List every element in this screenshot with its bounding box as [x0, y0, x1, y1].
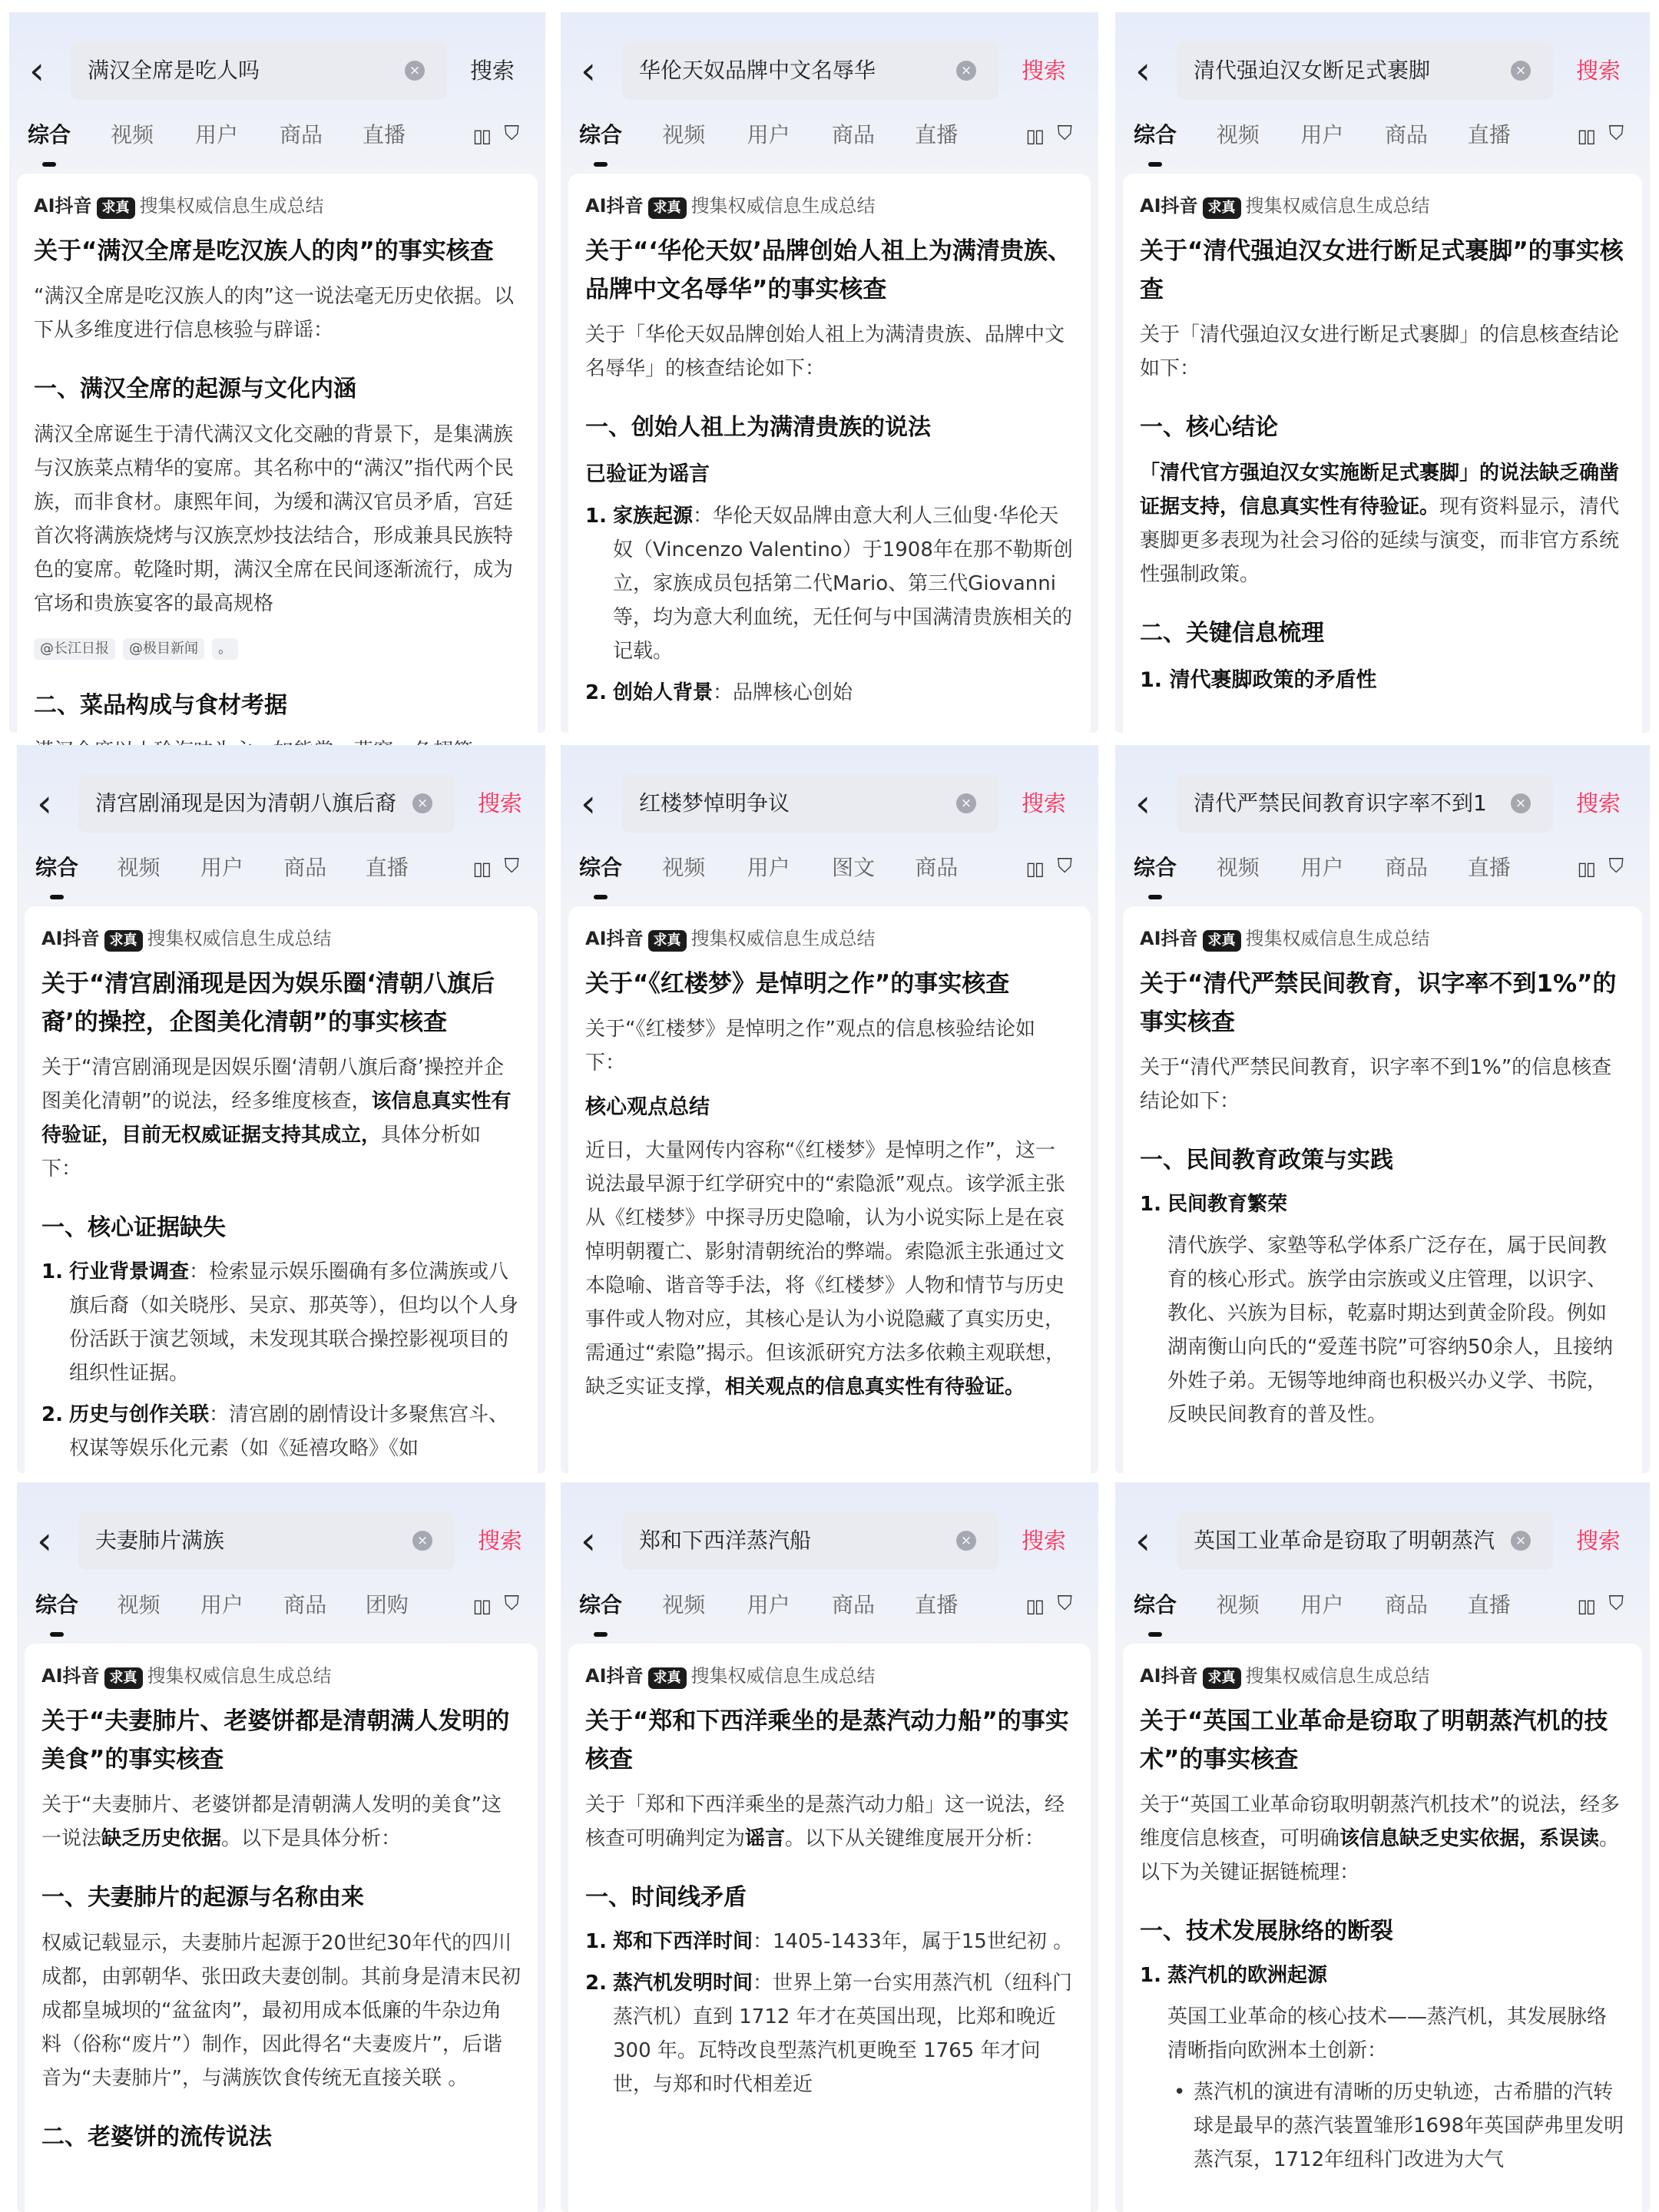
- search-input[interactable]: [622, 41, 998, 100]
- paragraph-text: 。以下是具体分析：: [221, 1827, 402, 1850]
- ai-summary-header: [41, 1661, 521, 1691]
- list-number: 1.: [1140, 1964, 1161, 1987]
- ai-summary-header: [585, 1661, 1074, 1691]
- back-arrow-icon[interactable]: ‹: [581, 1518, 596, 1563]
- ai-source-label: 搜集权威信息生成总结: [139, 195, 324, 217]
- paragraph-text: 关于“夫妻肺片、老婆饼都是清朝满人发明的美食”这一说法: [41, 1793, 502, 1850]
- paragraph-text: 。以下从关键维度展开分析：: [785, 1827, 1045, 1850]
- filter-tabs: [35, 1586, 530, 1629]
- back-arrow-icon[interactable]: ‹: [1135, 781, 1151, 826]
- verify-badge: 求真: [104, 1667, 143, 1689]
- filter-icon[interactable]: ⛉: [504, 855, 519, 878]
- ai-brand-label: AI抖音: [41, 928, 100, 949]
- list-item: [1140, 1187, 1625, 1221]
- tab-2[interactable]: 用户: [747, 122, 790, 147]
- tab-2[interactable]: 用户: [1300, 855, 1344, 880]
- list-item-label: 蒸汽机发明时间: [613, 1972, 753, 1995]
- source-tag[interactable]: @极目新闻: [123, 638, 204, 660]
- tab-1[interactable]: 视频: [662, 855, 706, 880]
- bullet-item: • 蒸汽机的演进有清晰的历史轨迹，古希腊的汽转球是最早的蒸汽装置雏形1698年英国萨弗里发明蒸汽泵，1712年纽科门改进为大气: [1140, 2075, 1625, 2177]
- fact-check-title: 关于“清宫剧涌现是因为娱乐圈‘清朝八旗后裔’的操控，企图美化清朝”的事实核查: [41, 970, 495, 1036]
- list-number: 2.: [41, 1403, 63, 1426]
- tab-2[interactable]: 用户: [1300, 122, 1344, 147]
- bold-conclusion: 「清代官方强迫汉女实施断足式裹脚」的说法缺乏确凿证据支持，信息真实性有待验证。: [1140, 462, 1620, 518]
- filter-icon[interactable]: ⛉: [504, 122, 519, 145]
- search-query-text: 清宫剧涌现是因为清朝八旗后裔: [95, 790, 397, 816]
- ai-summary-header: [585, 190, 1074, 221]
- search-input[interactable]: [1177, 41, 1553, 100]
- ai-brand-label: AI抖音: [1140, 928, 1198, 949]
- indented-paragraph: 清代族学、家塾等私学体系广泛存在，属于民间教育的核心形式。族学由宗族或义庄管理，以识字、教化、兴族为目标，乾嘉时期达到黄金阶段。例如湖南衡山向氏的“爱莲书院”可容纳50余人，且接纳外姓子弟。无锡等地绅商也积极兴办义学、书院，反映民间教育的普及性。: [1167, 1234, 1614, 1426]
- back-arrow-icon[interactable]: ‹: [1135, 48, 1151, 93]
- source-tag[interactable]: @长江日报: [34, 638, 115, 660]
- search-input[interactable]: [78, 1512, 455, 1570]
- back-arrow-icon[interactable]: ‹: [37, 781, 52, 826]
- tab-2[interactable]: 用户: [747, 1592, 790, 1618]
- ai-source-label: 搜集权威信息生成总结: [1245, 928, 1430, 949]
- list-item-label: 郑和下西洋时间: [613, 1930, 753, 1953]
- search-query-text: 英国工业革命是窃取了明朝蒸汽: [1194, 1528, 1495, 1553]
- ai-summary-card: [568, 906, 1091, 1473]
- list-item: [585, 676, 1074, 710]
- search-button[interactable]: 搜索: [478, 1528, 523, 1554]
- list-item: [585, 1966, 1074, 2101]
- paragraph: 关于“清代严禁民间教育，识字率不到1%”的信息核查结论如下：: [1140, 1056, 1612, 1113]
- fact-check-title: 关于“清代严禁民间教育，识字率不到1%”的事实核查: [1140, 970, 1617, 1036]
- sub-heading: 1. 清代裹脚政策的矛盾性: [1140, 668, 1377, 692]
- list-item-label: 行业背景调查: [69, 1260, 190, 1283]
- list-number: 2.: [585, 1972, 607, 1995]
- tab-0[interactable]: 综合: [579, 116, 622, 154]
- ai-summary-header: [1140, 923, 1625, 954]
- section-heading: 一、创始人祖上为满清贵族的说法: [585, 414, 931, 441]
- tab-4[interactable]: 直播: [365, 855, 409, 880]
- filter-tabs: [1134, 1586, 1634, 1629]
- filter-tabs: [35, 849, 530, 892]
- search-button[interactable]: 搜索: [1576, 1528, 1621, 1554]
- tab-0[interactable]: 综合: [579, 849, 622, 887]
- ai-summary-card: [25, 1644, 538, 2212]
- search-result-panel: [1115, 1482, 1650, 2212]
- clear-icon[interactable]: ×: [405, 61, 425, 81]
- paragraph: 满汉全席诞生于清代满汉文化交融的背景下，是集满族与汉族菜点精华的宴席。其名称中的“满汉”指代两个民族，而非食材。康熙年间，为缓和满汉官员矛盾，宫廷首次将满族烧烤与汉族烹炒技法结合，形成兼具民族特色的宴席。乾隆时期，满汉全席在民间逐渐流行，成为官场和贵族宴客的最高规格: [34, 423, 514, 615]
- clear-icon[interactable]: ×: [412, 793, 432, 813]
- paragraph: [1140, 1788, 1625, 1889]
- ai-summary-card: [1123, 906, 1642, 1473]
- list-item-text: ：品牌核心创始: [713, 681, 853, 704]
- grid-icon[interactable]: ▯▯: [472, 1595, 490, 1617]
- clear-icon[interactable]: ×: [1511, 61, 1531, 81]
- clear-icon[interactable]: ×: [1511, 793, 1531, 813]
- grid-icon[interactable]: ▯▯: [1025, 1595, 1043, 1617]
- list-item-label: 民间教育繁荣: [1167, 1193, 1288, 1216]
- search-header: [561, 1482, 1098, 1644]
- tab-1[interactable]: 视频: [117, 855, 161, 880]
- list-number: 1.: [1140, 1193, 1161, 1216]
- search-button[interactable]: 搜索: [1022, 58, 1067, 84]
- list-item: [1140, 1959, 1625, 1992]
- paragraph-text: 。以下为关键证据链梳理：: [1140, 1827, 1620, 1884]
- search-query-text: 清代强迫汉女断足式裹脚: [1194, 58, 1431, 83]
- tag-tail: 。: [212, 638, 238, 660]
- tab-4[interactable]: 直播: [1467, 855, 1511, 880]
- ai-summary-header: [1140, 190, 1625, 221]
- section-heading: 一、满汉全席的起源与文化内涵: [34, 376, 356, 402]
- tab-3[interactable]: 图文: [831, 855, 875, 880]
- tab-0[interactable]: 综合: [1134, 1586, 1177, 1624]
- grid-icon[interactable]: ▯▯: [1577, 1595, 1594, 1617]
- grid-icon[interactable]: ▯▯: [1577, 858, 1594, 879]
- verify-badge: 求真: [97, 197, 135, 219]
- filter-tabs: [579, 116, 1083, 159]
- filter-tabs: [1134, 116, 1634, 159]
- ai-source-label: 搜集权威信息生成总结: [147, 928, 332, 949]
- fact-check-title: 关于“清代强迫汉女进行断足式裹脚”的事实核查: [1140, 237, 1624, 303]
- tab-3[interactable]: 商品: [283, 855, 327, 880]
- tab-2[interactable]: 用户: [195, 122, 239, 147]
- list-item: [41, 1255, 521, 1390]
- verify-badge: 求真: [648, 197, 687, 219]
- list-item-text: ：华伦天奴品牌由意大利人三仙叟·华伦天奴（Vincenzo Valentino）于1908年在那不勒斯创立，家族成员包括第二代Mario、第三代Giovanni等，均为意大利血统，无任何与中国满清贵族相关的记载。: [613, 505, 1073, 663]
- ai-source-label: 搜集权威信息生成总结: [690, 928, 876, 949]
- search-button[interactable]: 搜索: [1576, 790, 1621, 816]
- tab-4[interactable]: 直播: [363, 122, 406, 147]
- filter-tabs: [579, 1586, 1083, 1629]
- list-number: 1.: [41, 1260, 63, 1283]
- verify-badge: 求真: [648, 1667, 687, 1689]
- filter-icon[interactable]: ⛉: [1608, 1592, 1624, 1615]
- tab-2[interactable]: 用户: [1300, 1592, 1344, 1618]
- tab-1[interactable]: 视频: [111, 122, 154, 147]
- grid-icon[interactable]: ▯▯: [1025, 858, 1043, 879]
- list-item: [41, 1398, 521, 1465]
- tab-1[interactable]: 视频: [117, 1592, 161, 1618]
- ai-summary-card: [568, 174, 1091, 733]
- search-button[interactable]: 搜索: [478, 790, 523, 816]
- list-item-label: 蒸汽机的欧洲起源: [1167, 1964, 1328, 1987]
- paragraph: [41, 1788, 521, 1856]
- fact-check-title: 关于“夫妻肺片、老婆饼都是清朝满人发明的美食”的事实核查: [41, 1707, 510, 1773]
- tab-3[interactable]: 商品: [1385, 1592, 1429, 1618]
- bold-conclusion: 相关观点的信息真实性有待验证。: [725, 1376, 1025, 1399]
- search-header: [1115, 1482, 1650, 1644]
- list-item: [585, 499, 1074, 668]
- paragraph-text: 关于“清宫剧涌现是因娱乐圈‘清朝八旗后裔’操控并企图美化清朝”的说法，经多维度核查，: [41, 1056, 504, 1113]
- fact-check-title: 关于“郑和下西洋乘坐的是蒸汽动力船”的事实核查: [585, 1707, 1069, 1773]
- list-item-text: ：检索显示娱乐圈确有多位满族或八旗后裔（如关晓彤、吴京、那英等），但均以个人身份活跃于演艺领域，未发现其联合操控影视项目的组织性证据。: [69, 1260, 519, 1385]
- tab-3[interactable]: 商品: [280, 122, 323, 147]
- ai-brand-label: AI抖音: [585, 928, 644, 949]
- tab-4[interactable]: 直播: [1467, 1592, 1511, 1618]
- ai-source-label: 搜集权威信息生成总结: [1245, 195, 1430, 217]
- filter-icon[interactable]: ⛉: [1608, 855, 1624, 878]
- clear-icon[interactable]: ×: [956, 793, 976, 813]
- paragraph: [1140, 456, 1625, 591]
- grid-icon[interactable]: ▯▯: [472, 858, 490, 879]
- tab-3[interactable]: 商品: [831, 122, 875, 147]
- search-button[interactable]: 搜索: [470, 58, 515, 84]
- ai-summary-card: [25, 906, 538, 1473]
- verify-badge: 求真: [648, 930, 687, 952]
- list-number: 1.: [585, 505, 607, 528]
- bold-conclusion: 谣言: [745, 1827, 786, 1850]
- indented-paragraph: 英国工业革命的核心技术——蒸汽机，其发展脉络清晰指向欧洲本土创新：: [1167, 2005, 1608, 2062]
- search-input[interactable]: [1177, 774, 1553, 833]
- clear-icon[interactable]: ×: [1511, 1531, 1531, 1551]
- paragraph-text: 近日，大量网传内容称“《红楼梦》是悼明之作”，这一说法最早源于红学研究中的“索隐派”观点。该学派主张从《红楼梦》中探寻历史隐喻，认为小说实际上是在哀悼明朝覆亡、影射清朝统治的弊端。索隐派主张通过文本隐喻、谐音等手法，将《红楼梦》人物和情节与历史事件或人物对应，其核心是认为小说隐藏了真实历史，需通过“索隐”揭示。但该派研究方法多依赖主观联想，缺乏实证支撑，: [585, 1139, 1065, 1399]
- tab-0[interactable]: 综合: [35, 849, 78, 887]
- tab-0[interactable]: 综合: [28, 116, 71, 154]
- clear-icon[interactable]: ×: [956, 1531, 976, 1551]
- tab-4[interactable]: 团购: [365, 1592, 409, 1618]
- section-heading: 一、核心结论: [1140, 414, 1278, 441]
- ai-summary-header: [1140, 1661, 1625, 1691]
- search-query-text: 郑和下西洋蒸汽船: [639, 1528, 812, 1553]
- section-heading: 二、老婆饼的流传说法: [41, 2124, 272, 2151]
- verify-badge: 求真: [1203, 197, 1241, 219]
- tab-2[interactable]: 用户: [200, 855, 243, 880]
- tab-3[interactable]: 商品: [831, 1592, 875, 1618]
- section-heading: 一、民间教育政策与实践: [1140, 1147, 1393, 1174]
- tab-0[interactable]: 综合: [1134, 116, 1177, 154]
- tab-3[interactable]: 商品: [283, 1592, 327, 1618]
- back-arrow-icon[interactable]: ‹: [37, 1518, 52, 1563]
- fact-check-title: 关于“英国工业革命是窃取了明朝蒸汽机的技术”的事实核查: [1140, 1707, 1608, 1773]
- filter-tabs: [28, 116, 530, 159]
- paragraph-text: 关于「郑和下西洋乘坐的是蒸汽动力船」这一说法，经核查可明确判定为: [585, 1793, 1065, 1850]
- tab-1[interactable]: 视频: [1216, 855, 1260, 880]
- list-item-text: ：清宫剧的剧情设计多聚焦宫斗、权谋等娱乐化元素（如《延禧攻略》《如: [69, 1403, 509, 1460]
- search-button[interactable]: 搜索: [1022, 1528, 1067, 1554]
- ai-brand-label: AI抖音: [585, 1665, 644, 1687]
- search-header: [561, 12, 1098, 174]
- verify-badge: 求真: [104, 930, 143, 952]
- verify-badge: 求真: [1203, 1667, 1241, 1689]
- search-query-text: 清代严禁民间教育识字率不到1: [1194, 790, 1487, 816]
- search-header: [1115, 12, 1650, 174]
- search-button[interactable]: 搜索: [1022, 790, 1067, 816]
- ai-summary-card: [17, 174, 538, 733]
- paragraph-text: 现有资料显示，清代裹脚更多表现为社会习俗的延续与演变，而非官方系统性强制政策。: [1140, 495, 1620, 586]
- list-item-label: 历史与创作关联: [69, 1403, 210, 1426]
- clear-icon[interactable]: ×: [956, 61, 976, 81]
- search-query-text: 红楼梦悼明争议: [639, 790, 790, 816]
- search-query-text: 华伦天奴品牌中文名辱华: [639, 58, 876, 83]
- search-input[interactable]: [1177, 1512, 1553, 1570]
- paragraph: 关于“《红楼梦》是悼明之作”观点的信息核验结论如下：: [585, 1018, 1035, 1075]
- ai-summary-card: [1123, 174, 1642, 733]
- filter-icon[interactable]: ⛉: [1608, 122, 1624, 145]
- paragraph: [585, 1788, 1074, 1856]
- grid-icon[interactable]: ▯▯: [472, 125, 490, 147]
- ai-source-label: 搜集权威信息生成总结: [1245, 1665, 1430, 1687]
- search-button[interactable]: 搜索: [1576, 58, 1621, 84]
- paragraph: [585, 1134, 1074, 1404]
- tab-1[interactable]: 视频: [1216, 122, 1260, 147]
- paragraph: 关于「华伦天奴品牌创始人祖上为满清贵族、品牌中文名辱华」的核查结论如下：: [585, 323, 1065, 380]
- tab-1[interactable]: 视频: [662, 1592, 706, 1618]
- verify-badge: 求真: [1203, 930, 1241, 952]
- search-query-text: 满汉全席是吃人吗: [88, 58, 260, 83]
- grid-icon[interactable]: ▯▯: [1577, 125, 1594, 147]
- ai-brand-label: AI抖音: [1140, 1665, 1198, 1687]
- sub-heading: 核心观点总结: [585, 1095, 710, 1119]
- sub-heading: 已验证为谣言: [585, 462, 710, 486]
- list-number: 2.: [585, 681, 607, 704]
- tab-0[interactable]: 综合: [579, 1586, 622, 1624]
- search-result-panel: [561, 12, 1098, 733]
- filter-tabs: [579, 849, 1083, 892]
- tab-4[interactable]: 直播: [915, 122, 959, 147]
- bold-conclusion: 该信息真实性有待验证，目前无权威证据支持其成立，: [41, 1090, 512, 1147]
- tab-4[interactable]: 直播: [915, 1592, 959, 1618]
- filter-icon[interactable]: ⛉: [1057, 122, 1072, 145]
- list-item-text: ：世界上第一台实用蒸汽机（纽科门蒸汽机）直到 1712 年才在英国出现，比郑和晚近 300 年。瓦特改良型蒸汽机更晚至 1765 年才问世，与郑和时代相差近: [613, 1972, 1073, 2096]
- section-heading: 一、时间线矛盾: [585, 1884, 747, 1911]
- ai-summary-header: [41, 923, 521, 954]
- paragraph-text: 具体分析如下：: [41, 1124, 482, 1181]
- paragraph: 关于「清代强迫汉女进行断足式裹脚」的信息核查结论如下：: [1140, 323, 1620, 380]
- tab-3[interactable]: 商品: [1385, 122, 1429, 147]
- back-arrow-icon[interactable]: ‹: [1135, 1518, 1151, 1563]
- source-tags: [34, 630, 521, 664]
- ai-source-label: 搜集权威信息生成总结: [690, 1665, 876, 1687]
- search-input[interactable]: [78, 774, 455, 833]
- bold-conclusion: 缺乏历史依据: [101, 1827, 222, 1850]
- search-header: [9, 12, 545, 174]
- grid-icon[interactable]: ▯▯: [1025, 125, 1043, 147]
- section-heading: 一、夫妻肺片的起源与名称由来: [41, 1884, 364, 1911]
- paragraph: [41, 1051, 521, 1186]
- ai-brand-label: AI抖音: [585, 195, 644, 217]
- ai-summary-header: [585, 923, 1074, 954]
- list-item-label: 家族起源: [613, 505, 694, 528]
- tab-1[interactable]: 视频: [662, 122, 706, 147]
- back-arrow-icon[interactable]: ‹: [581, 48, 596, 93]
- back-arrow-icon[interactable]: ‹: [29, 48, 45, 93]
- list-item-label: 创始人背景: [613, 681, 714, 704]
- tab-2[interactable]: 用户: [747, 855, 790, 880]
- clear-icon[interactable]: ×: [412, 1531, 432, 1551]
- tab-4[interactable]: 商品: [915, 855, 959, 880]
- search-input[interactable]: [71, 41, 447, 100]
- ai-brand-label: AI抖音: [1140, 195, 1198, 217]
- list-item: [585, 1925, 1074, 1959]
- filter-icon[interactable]: ⛉: [504, 1592, 519, 1615]
- fact-check-title: 关于“《红楼梦》是悼明之作”的事实核查: [585, 970, 1010, 998]
- ai-summary-header: [34, 190, 521, 221]
- list-item-text: ：1405-1433年，属于15世纪初 。: [753, 1930, 1074, 1953]
- tab-0[interactable]: 综合: [35, 1586, 78, 1624]
- ai-brand-label: AI抖音: [34, 195, 92, 217]
- search-header: [561, 745, 1098, 906]
- fact-check-title: 关于“‘华伦天奴’品牌创始人祖上为满清贵族、品牌中文名辱华”的事实核查: [585, 237, 1071, 303]
- ai-summary-card: [1123, 1644, 1642, 2212]
- ai-summary-card: [568, 1644, 1091, 2212]
- search-result-panel: [1115, 745, 1650, 1473]
- tab-0[interactable]: 综合: [1134, 849, 1177, 887]
- search-result-panel: [561, 745, 1098, 1473]
- ai-source-label: 搜集权威信息生成总结: [690, 195, 876, 217]
- search-result-panel: [1115, 12, 1650, 733]
- ai-brand-label: AI抖音: [41, 1665, 100, 1687]
- search-header: [17, 745, 545, 906]
- search-query-text: 夫妻肺片满族: [95, 1528, 225, 1553]
- search-input[interactable]: [622, 1512, 998, 1570]
- tab-1[interactable]: 视频: [1216, 1592, 1260, 1618]
- section-heading: 一、核心证据缺失: [41, 1214, 226, 1241]
- search-input[interactable]: [622, 774, 998, 833]
- tab-2[interactable]: 用户: [200, 1592, 243, 1618]
- section-heading: 二、菜品构成与食材考据: [34, 692, 287, 719]
- filter-icon[interactable]: ⛉: [1057, 1592, 1072, 1615]
- section-heading: 一、技术发展脉络的断裂: [1140, 1918, 1393, 1945]
- tab-3[interactable]: 商品: [1385, 855, 1429, 880]
- list-number: 1.: [585, 1930, 607, 1953]
- tab-4[interactable]: 直播: [1467, 122, 1511, 147]
- paragraph: 权威记载显示，夫妻肺片起源于20世纪30年代的四川成都，由郭朝华、张田政夫妻创制。其前身是清末民初成都皇城坝的“盆盆肉”，最初用成本低廉的牛杂边角料（俗称“废片”）制作，因此得名“夫妻废片”，后谐音为“夫妻肺片”，与满族饮食传统无直接关联 。: [41, 1932, 522, 2090]
- bold-conclusion: 该信息缺乏史实依据，系误读: [1339, 1827, 1600, 1850]
- ai-source-label: 搜集权威信息生成总结: [147, 1665, 332, 1687]
- filter-icon[interactable]: ⛉: [1057, 855, 1072, 878]
- search-header: [17, 1482, 545, 1644]
- fact-check-title: 关于“满汉全席是吃汉族人的肉”的事实核查: [34, 237, 494, 265]
- search-result-panel: [9, 12, 545, 733]
- search-header: [1115, 745, 1650, 906]
- back-arrow-icon[interactable]: ‹: [581, 781, 596, 826]
- search-result-panel: [17, 745, 545, 1473]
- search-result-panel: [17, 1482, 545, 2212]
- paragraph: “满汉全席是吃汉族人的肉”这一说法毫无历史依据。以下从多维度进行信息核验与辟谣：: [34, 285, 514, 342]
- search-result-panel: [561, 1482, 1098, 2212]
- section-heading: 二、关键信息梳理: [1140, 620, 1324, 647]
- filter-tabs: [1134, 849, 1634, 892]
- paragraph-text: 关于“英国工业革命窃取明朝蒸汽机技术”的说法，经多维度信息核查，可明确: [1140, 1793, 1620, 1850]
